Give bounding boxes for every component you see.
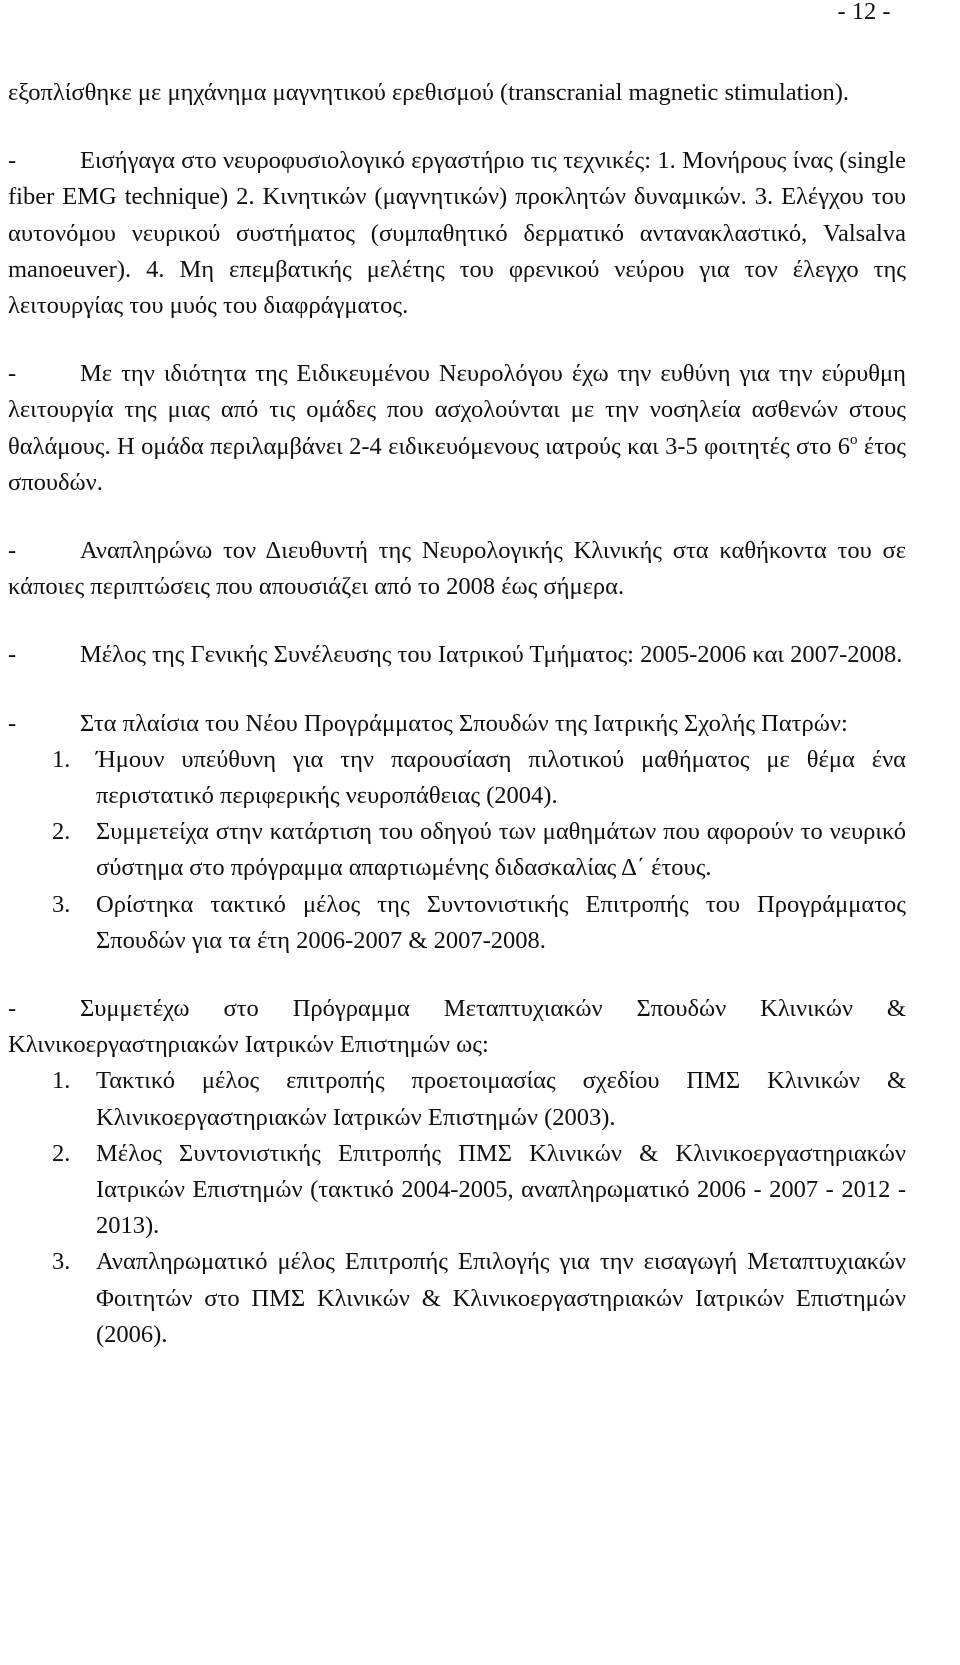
- list-item-text: Ήμουν υπεύθυνη για την παρουσίαση πιλοτικού μαθήματος με θέμα ένα περιστατικό περιφερικής νευροπάθειας (2004).: [96, 745, 906, 810]
- list-number: 3.: [52, 1248, 71, 1276]
- paragraph-7-text: Συμμετέχω στο Πρόγραμμα Μεταπτυχιακών Σπουδών Κλινικών & Κλινικοεργαστηριακών Ιατρικών Επιστημών ως:: [8, 995, 906, 1059]
- paragraph-6: [8, 706, 906, 742]
- paragraph-7: [8, 991, 906, 1063]
- paragraph-4: [8, 533, 906, 605]
- list-item-text: Ορίστηκα τακτικό μέλος της Συντονιστικής Επιτροπής του Προγράμματος Σπουδών για τα έτη 2006-2007 & 2007-2008.: [96, 890, 906, 954]
- list-item: [8, 1244, 906, 1353]
- bullet-dash: -: [8, 641, 17, 669]
- paragraph-2-text: Εισήγαγα στο νευροφυσιολογικό εργαστήριο τις τεχνικές: 1. Μονήρους ίνας (single fiber EMG technique) 2. Κινητικών (μαγνητικών) προκλητών δυναμικών. 3. Ελέγχου του αυτονόμου νευρικού συστήματος (συμπαθητικό δερματικό αντανακλαστικό, Valsalva manoeuver). 4. Μη επεμβατικής μελέτης του φρενικού νεύρου για τον έλεγχο της λειτουργίας του μυός του διαφράγματος.: [8, 147, 906, 320]
- paragraph-3-text: Με την ιδιότητα της Ειδικευμένου Νευρολόγου έχω την ευθύνη για την εύρυθμη λειτουργία της μιας από τις ομάδες που ασχολούνται με την νοσηλεία ασθενών στους θαλάμους. Η ομάδα περιλαμβάνει 2-4 ειδικευόμενους ιατρούς και 3-5 φοιτητές στο 6: [8, 360, 906, 460]
- list-item: [8, 814, 906, 886]
- list-item-text: Συμμετείχα στην κατάρτιση του οδηγού των μαθημάτων που αφορούν το νευρικό σύστημα στο πρόγραμμα απαρτιωμένης διδασκαλίας Δ΄ έτους.: [96, 818, 906, 882]
- list-number: 2.: [52, 1139, 71, 1167]
- document-body: [8, 75, 906, 1353]
- bullet-dash: -: [8, 995, 17, 1023]
- list-item: [8, 1063, 906, 1135]
- list-curriculum: [8, 742, 906, 959]
- paragraph-3: [8, 356, 906, 501]
- paragraph-5: [8, 637, 906, 673]
- list-item: [8, 742, 906, 814]
- paragraph-4-text: Αναπληρώνω τον Διευθυντή της Νευρολογικής Κλινικής στα καθήκοντα του σε κάποιες περιπτώσεις που απουσιάζει από το 2008 έως σήμερα.: [8, 537, 906, 601]
- paragraph-3-tail: έτος σπουδών.: [8, 432, 907, 496]
- list-postgraduate: [8, 1063, 906, 1353]
- paragraph-1: εξοπλίσθηκε με μηχάνημα μαγνητικού ερεθισμού (transcranial magnetic stimulation).: [8, 79, 849, 106]
- list-item: [8, 1136, 906, 1245]
- list-number: 2.: [52, 818, 71, 846]
- list-number: 1.: [52, 1067, 71, 1095]
- page-number: - 12 -: [837, 0, 891, 25]
- superscript-o: ο: [850, 431, 858, 448]
- bullet-dash: -: [8, 360, 17, 388]
- list-item-text: Τακτικό μέλος επιτροπής προετοιμασίας σχεδίου ΠΜΣ Κλινικών & Κλινικοεργαστηριακών Ιατρικών Επιστημών (2003).: [96, 1067, 906, 1131]
- list-item-text: Αναπληρωματικό μέλος Επιτροπής Επιλογής για την εισαγωγή Μεταπτυχιακών Φοιτητών στο ΠΜΣ Κλινικών & Κλινικοεργαστηριακών Ιατρικών Επιστημών (2006).: [96, 1248, 906, 1348]
- list-item-text: Μέλος Συντονιστικής Επιτροπής ΠΜΣ Κλινικών & Κλινικοεργαστηριακών Ιατρικών Επιστημών (τακτικό 2004-2005, αναπληρωματικό 2006 - 2007 - 2012 - 2013).: [96, 1139, 906, 1240]
- list-item: [8, 887, 906, 959]
- paragraph-6-text: Στα πλαίσια του Νέου Προγράμματος Σπουδών της Ιατρικής Σχολής Πατρών:: [80, 709, 848, 737]
- paragraph-5-text: Μέλος της Γενικής Συνέλευσης του Ιατρικού Τμήματος: 2005-2006 και 2007-2008.: [80, 641, 903, 669]
- list-number: 3.: [52, 890, 71, 918]
- bullet-dash: -: [8, 537, 17, 565]
- paragraph-2: [8, 143, 906, 324]
- list-number: 1.: [52, 745, 71, 773]
- bullet-dash: -: [8, 147, 17, 175]
- bullet-dash: -: [8, 709, 17, 737]
